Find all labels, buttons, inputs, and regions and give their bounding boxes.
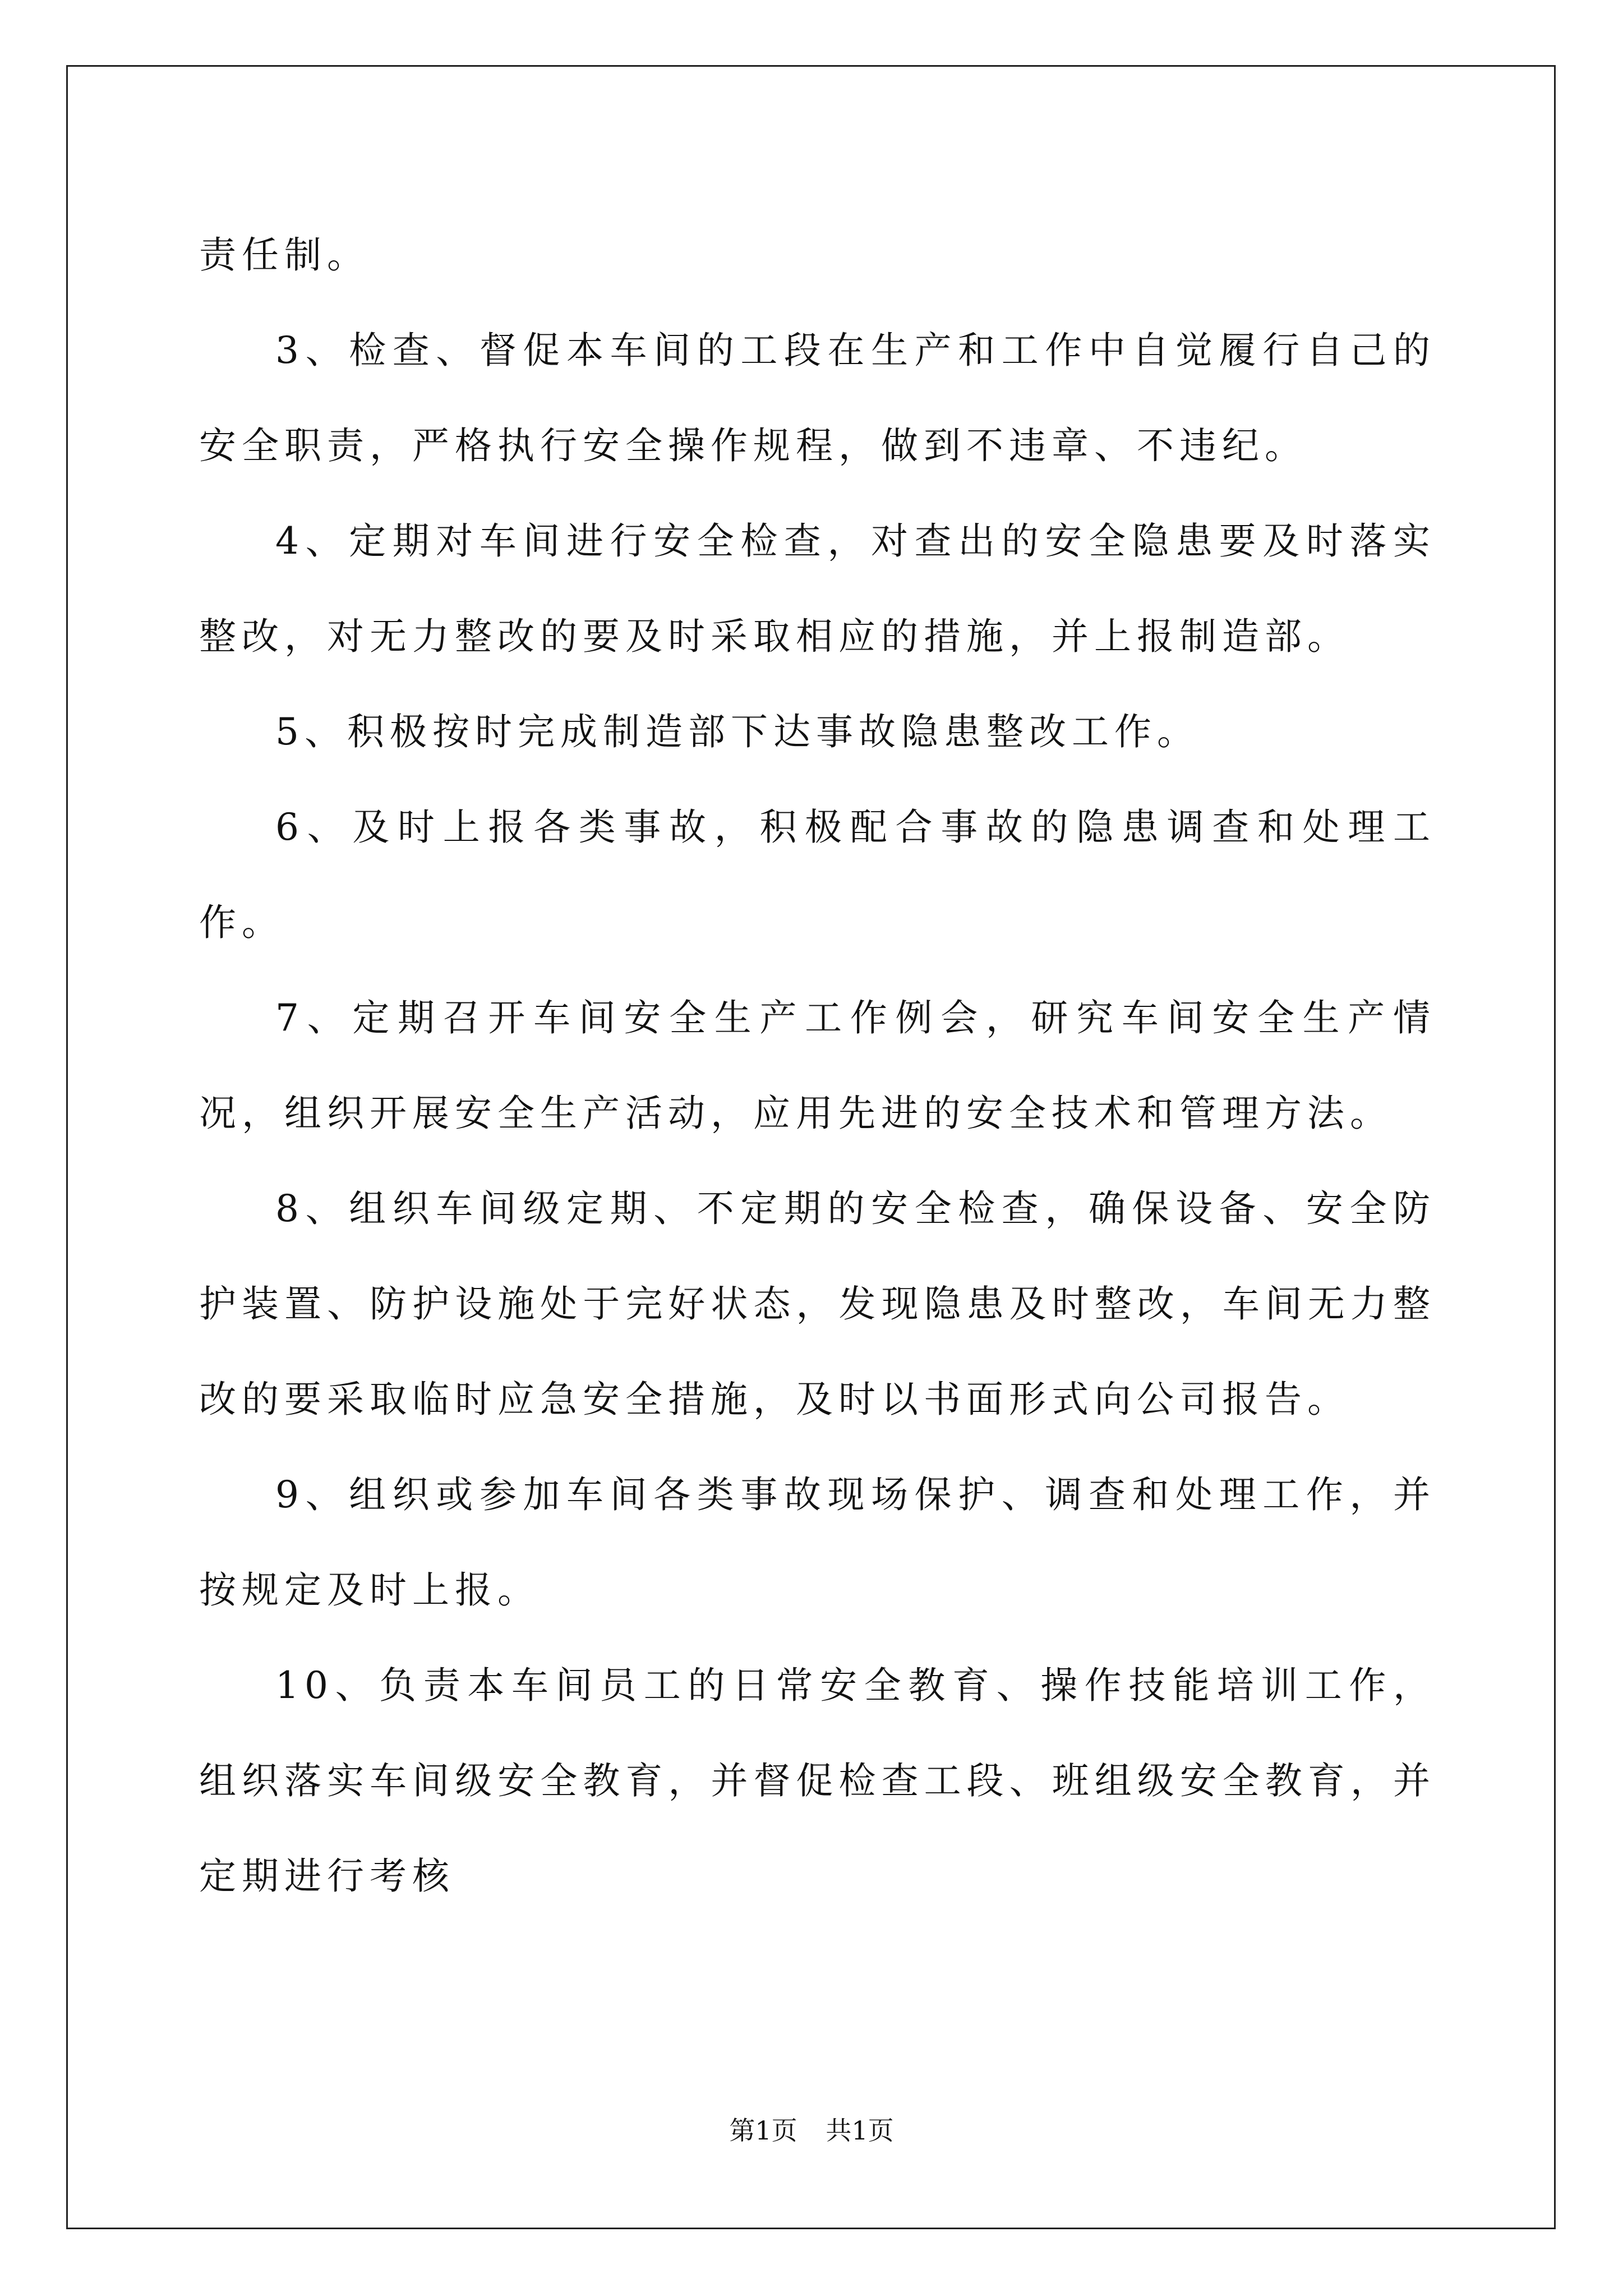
paragraph-8: 9、组织或参加车间各类事故现场保护、调查和处理工作，并按规定及时上报。 [199, 1473, 1436, 1612]
paragraph-2: 3、检查、督促本车间的工段在生产和工作中自觉履行自己的安全职责，严格执行安全操作规程，做到不违章、不违纪。 [199, 329, 1436, 467]
paragraph-5: 6、及时上报各类事故，积极配合事故的隐患调查和处理工作。 [199, 806, 1436, 944]
paragraph-1: 责任制。 [199, 233, 370, 277]
paragraph-4: 5、积极按时完成制造部下达事故隐患整改工作。 [275, 710, 1200, 753]
paragraph-3: 4、定期对车间进行安全检查，对查出的安全隐患要及时落实整改，对无力整改的要及时采取相应的措施，并上报制造部。 [199, 519, 1436, 658]
page-footer [0, 2114, 1623, 2147]
paragraph-6: 7、定期召开车间安全生产工作例会，研究车间安全生产情况，组织开展安全生产活动，应用先进的安全技术和管理方法。 [199, 996, 1436, 1135]
document-body [199, 208, 1436, 1924]
paragraph-7: 8、组织车间级定期、不定期的安全检查，确保设备、安全防护装置、防护设施处于完好状态，发现隐患及时整改，车间无力整改的要采取临时应急安全措施，及时以书面形式向公司报告。 [199, 1187, 1436, 1421]
page-number: 第1页 [729, 2115, 797, 2146]
page-total: 共1页 [826, 2115, 894, 2146]
paragraph-9: 10、负责本车间员工的日常安全教育、操作技能培训工作，组织落实车间级安全教育，并督促检查工段、班组级安全教育，并定期进行考核 [199, 1664, 1436, 1898]
